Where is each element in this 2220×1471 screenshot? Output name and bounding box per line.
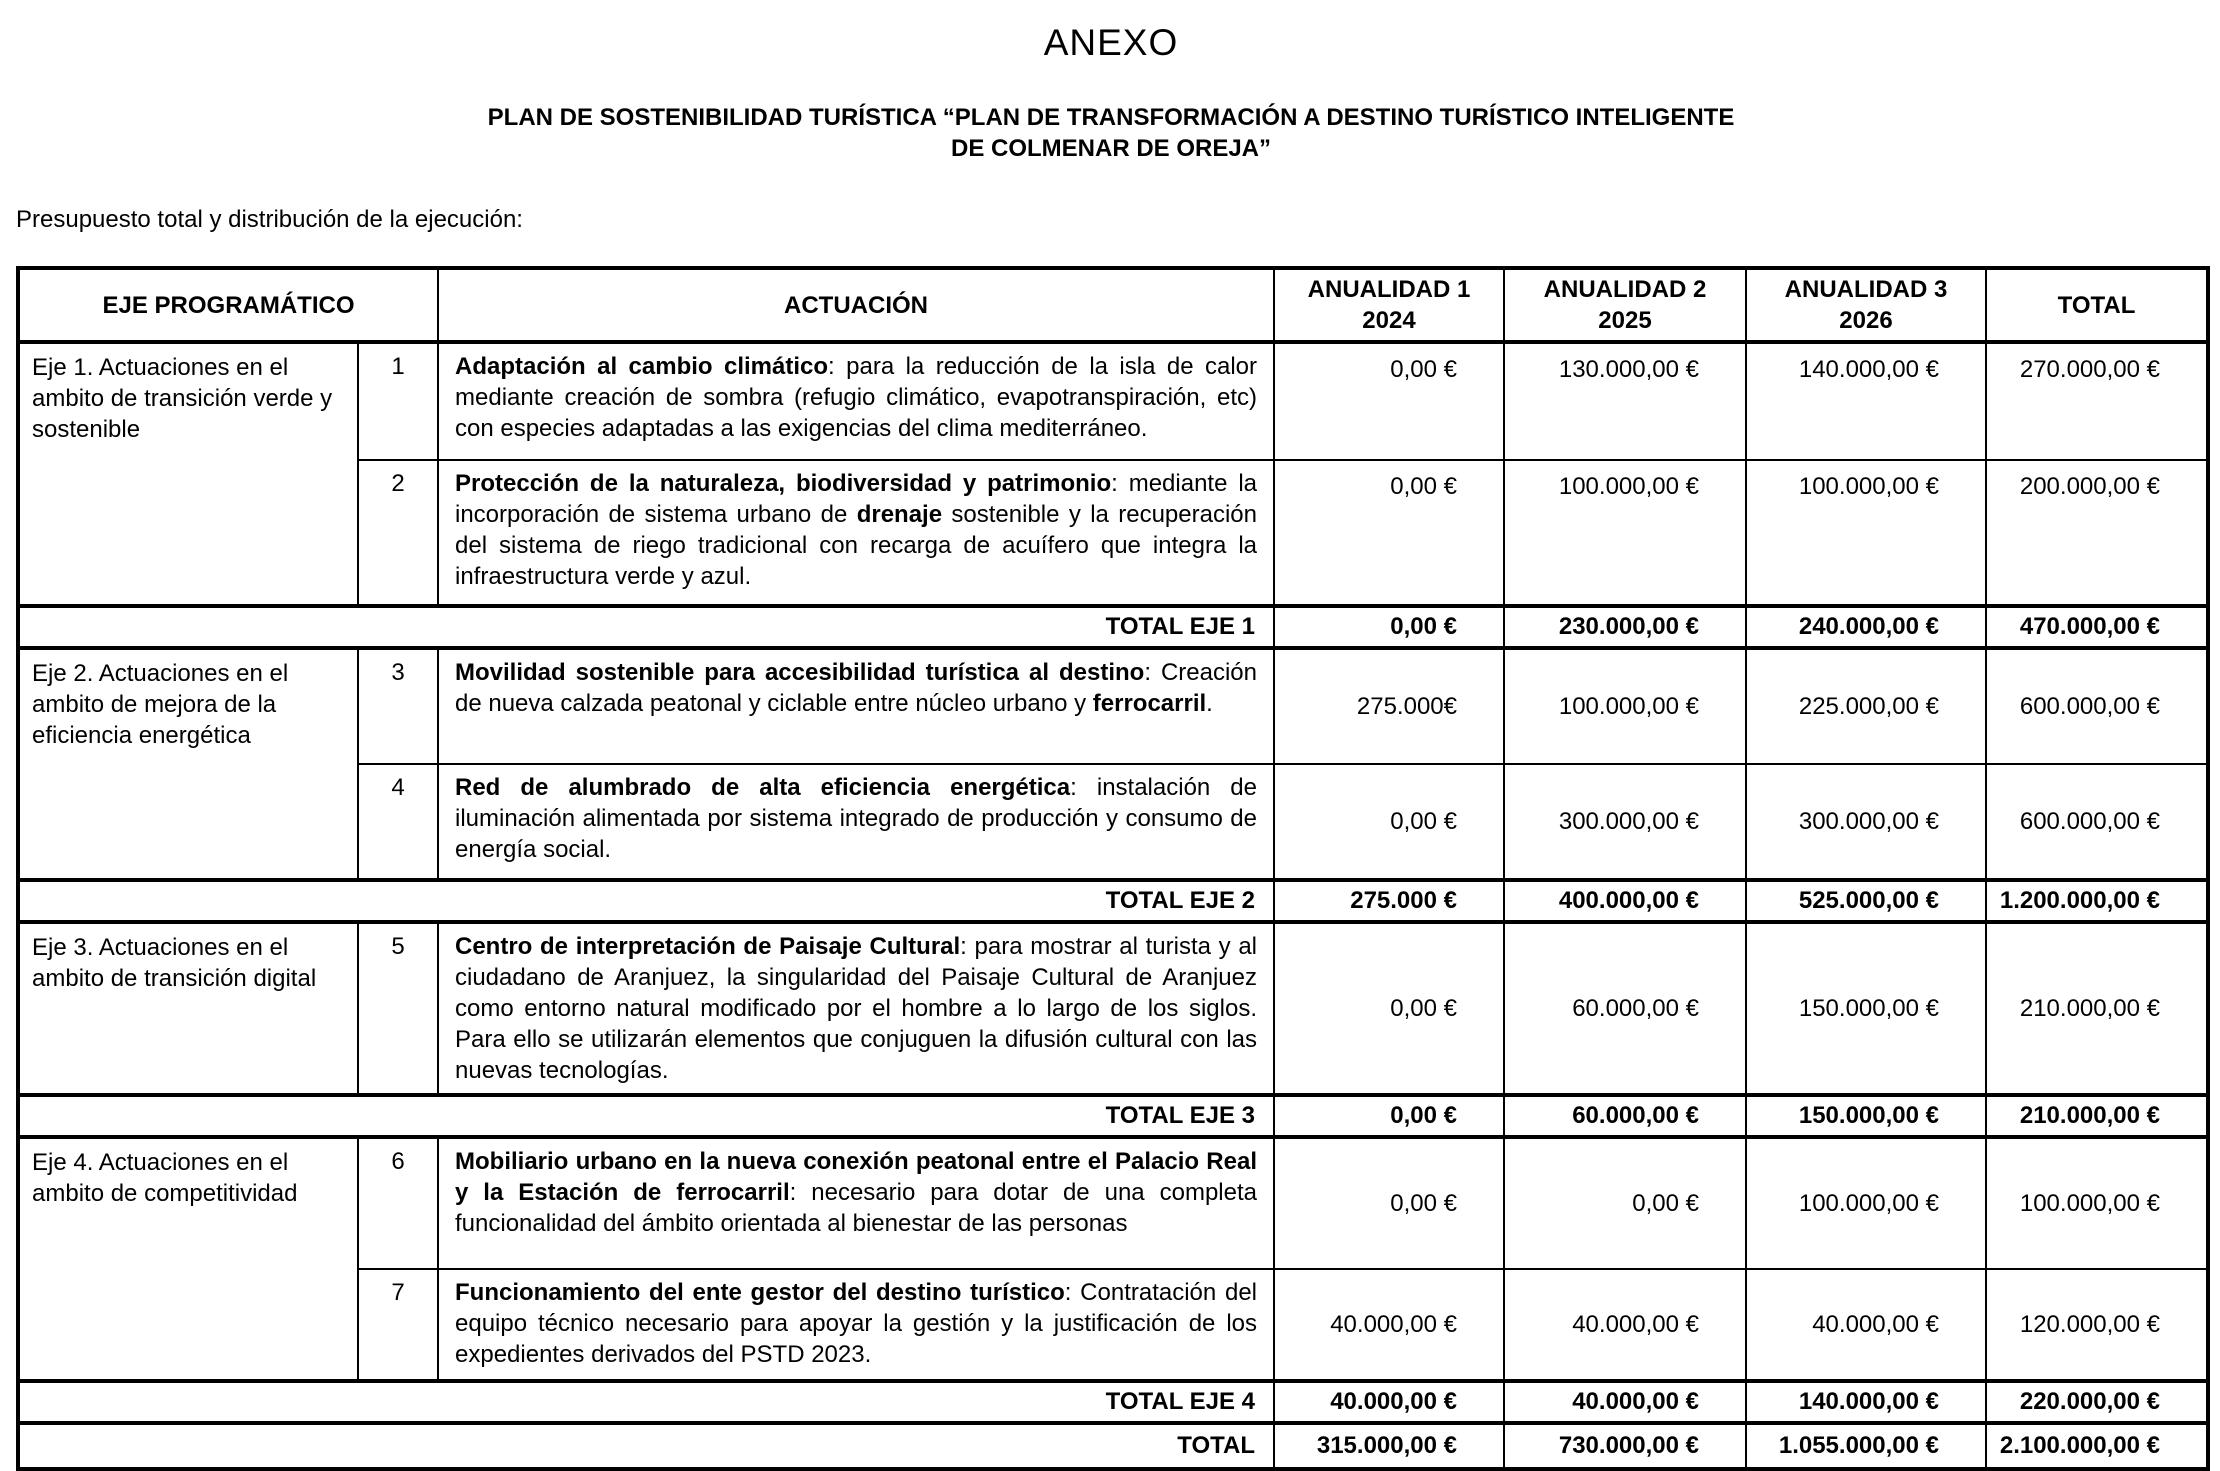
actuacion-row bbox=[18, 342, 2208, 460]
header-anualidad-1-line2: 2024 bbox=[1362, 307, 1416, 334]
actuacion-number: 3 bbox=[358, 648, 438, 764]
subtitle-line-1: PLAN DE SOSTENIBILIDAD TURÍSTICA “PLAN DE TRANSFORMACIÓN A DESTINO TURÍSTICO INTELIGENTE bbox=[487, 104, 1735, 131]
total-label: TOTAL EJE 2 bbox=[18, 880, 1274, 922]
actuacion-row bbox=[18, 648, 2208, 764]
subtitle-line-2: DE COLMENAR DE OREJA” bbox=[950, 135, 1272, 162]
actuacion-desc: Funcionamiento del ente gestor del destino turístico: Contratación del equipo técnico necesario para apoyar la gestión y la justificación de los expedientes derivados del PSTD 2023. bbox=[438, 1269, 1274, 1381]
value-cell: 730.000,00 € bbox=[1504, 1423, 1746, 1469]
value-cell: 400.000,00 € bbox=[1504, 880, 1746, 922]
table-body bbox=[18, 342, 2208, 1469]
intro-text: Presupuesto total y distribución de la ejecución: bbox=[16, 206, 523, 233]
actuacion-number: 2 bbox=[358, 460, 438, 606]
actuacion-number: 7 bbox=[358, 1269, 438, 1381]
value-cell: 0,00 € bbox=[1274, 1137, 1504, 1269]
value-cell: 200.000,00 € bbox=[1986, 460, 2208, 606]
value-cell: 60.000,00 € bbox=[1504, 1095, 1746, 1137]
value-cell: 140.000,00 € bbox=[1746, 342, 1986, 460]
actuacion-desc: Protección de la naturaleza, biodiversidad y patrimonio: mediante la incorporación de sistema urbano de drenaje sostenible y la recuperación del sistema de riego tradicional con recarga de acuífero que integra la infraestructura verde y azul. bbox=[438, 460, 1274, 606]
value-cell: 40.000,00 € bbox=[1504, 1381, 1746, 1423]
actuacion-number: 6 bbox=[358, 1137, 438, 1269]
document-subtitle bbox=[16, 102, 2206, 164]
value-cell: 300.000,00 € bbox=[1746, 764, 1986, 880]
value-cell: 0,00 € bbox=[1274, 342, 1504, 460]
header-anualidad-3-line2: 2026 bbox=[1839, 307, 1893, 334]
total-row bbox=[18, 880, 2208, 922]
header-anualidad-1 bbox=[1274, 268, 1504, 342]
value-cell: 100.000,00 € bbox=[1504, 648, 1746, 764]
value-cell: 220.000,00 € bbox=[1986, 1381, 2208, 1423]
value-cell: 600.000,00 € bbox=[1986, 764, 2208, 880]
value-cell: 270.000,00 € bbox=[1986, 342, 2208, 460]
value-cell: 140.000,00 € bbox=[1746, 1381, 1986, 1423]
value-cell: 100.000,00 € bbox=[1504, 460, 1746, 606]
value-cell: 300.000,00 € bbox=[1504, 764, 1746, 880]
total-row bbox=[18, 1423, 2208, 1469]
value-cell: 470.000,00 € bbox=[1986, 606, 2208, 648]
table-header bbox=[18, 268, 2208, 342]
value-cell: 275.000 € bbox=[1274, 880, 1504, 922]
header-anualidad-2-line2: 2025 bbox=[1598, 307, 1652, 334]
value-cell: 0,00 € bbox=[1504, 1137, 1746, 1269]
eje-cell: Eje 1. Actuaciones en el ambito de transición verde y sostenible bbox=[18, 342, 358, 606]
value-cell: 0,00 € bbox=[1274, 764, 1504, 880]
total-label: TOTAL EJE 1 bbox=[18, 606, 1274, 648]
value-cell: 40.000,00 € bbox=[1504, 1269, 1746, 1381]
actuacion-row bbox=[18, 922, 2208, 1095]
total-label: TOTAL EJE 3 bbox=[18, 1095, 1274, 1137]
value-cell: 120.000,00 € bbox=[1986, 1269, 2208, 1381]
eje-cell: Eje 4. Actuaciones en el ambito de competitividad bbox=[18, 1137, 358, 1381]
value-cell: 150.000,00 € bbox=[1746, 922, 1986, 1095]
header-actuacion: ACTUACIÓN bbox=[438, 268, 1274, 342]
actuacion-desc: Mobiliario urbano en la nueva conexión peatonal entre el Palacio Real y la Estación de ferrocarril: necesario para dotar de una completa funcionalidad del ámbito orientada al bienestar de las personas bbox=[438, 1137, 1274, 1269]
value-cell: 2.100.000,00 € bbox=[1986, 1423, 2208, 1469]
value-cell: 100.000,00 € bbox=[1746, 460, 1986, 606]
value-cell: 100.000,00 € bbox=[1986, 1137, 2208, 1269]
value-cell: 100.000,00 € bbox=[1746, 1137, 1986, 1269]
eje-cell: Eje 2. Actuaciones en el ambito de mejora de la eficiencia energética bbox=[18, 648, 358, 880]
actuacion-number: 4 bbox=[358, 764, 438, 880]
actuacion-desc: Adaptación al cambio climático: para la reducción de la isla de calor mediante creación de sombra (refugio climático, evapotranspiración, etc) con especies adaptadas a las exigencias del clima mediterráneo. bbox=[438, 342, 1274, 460]
value-cell: 40.000,00 € bbox=[1274, 1381, 1504, 1423]
header-anualidad-2 bbox=[1504, 268, 1746, 342]
value-cell: 210.000,00 € bbox=[1986, 1095, 2208, 1137]
value-cell: 0,00 € bbox=[1274, 1095, 1504, 1137]
value-cell: 525.000,00 € bbox=[1746, 880, 1986, 922]
value-cell: 40.000,00 € bbox=[1746, 1269, 1986, 1381]
value-cell: 1.055.000,00 € bbox=[1746, 1423, 1986, 1469]
total-row bbox=[18, 1381, 2208, 1423]
value-cell: 0,00 € bbox=[1274, 922, 1504, 1095]
actuacion-number: 5 bbox=[358, 922, 438, 1095]
value-cell: 150.000,00 € bbox=[1746, 1095, 1986, 1137]
actuacion-desc: Red de alumbrado de alta eficiencia energética: instalación de iluminación alimentada por sistema integrado de producción y consumo de energía social. bbox=[438, 764, 1274, 880]
total-label: TOTAL EJE 4 bbox=[18, 1381, 1274, 1423]
total-row bbox=[18, 1095, 2208, 1137]
value-cell: 275.000€ bbox=[1274, 648, 1504, 764]
value-cell: 130.000,00 € bbox=[1504, 342, 1746, 460]
value-cell: 0,00 € bbox=[1274, 606, 1504, 648]
value-cell: 40.000,00 € bbox=[1274, 1269, 1504, 1381]
header-anualidad-1-line1: ANUALIDAD 1 bbox=[1307, 276, 1471, 303]
header-anualidad-2-line1: ANUALIDAD 2 bbox=[1543, 276, 1707, 303]
header-eje-programatico: EJE PROGRAMÁTICO bbox=[18, 268, 438, 342]
value-cell: 315.000,00 € bbox=[1274, 1423, 1504, 1469]
header-anualidad-3-line1: ANUALIDAD 3 bbox=[1784, 276, 1948, 303]
header-row bbox=[18, 268, 2208, 342]
page-title: ANEXO bbox=[1043, 22, 1179, 63]
value-cell: 230.000,00 € bbox=[1504, 606, 1746, 648]
budget-table bbox=[16, 266, 2210, 1471]
actuacion-desc: Movilidad sostenible para accesibilidad turística al destino: Creación de nueva calzada peatonal y ciclable entre núcleo urbano y ferrocarril. bbox=[438, 648, 1274, 764]
header-anualidad-3 bbox=[1746, 268, 1986, 342]
value-cell: 600.000,00 € bbox=[1986, 648, 2208, 764]
total-row bbox=[18, 606, 2208, 648]
total-label: TOTAL bbox=[18, 1423, 1274, 1469]
eje-cell: Eje 3. Actuaciones en el ambito de transición digital bbox=[18, 922, 358, 1095]
actuacion-row bbox=[18, 1137, 2208, 1269]
value-cell: 0,00 € bbox=[1274, 460, 1504, 606]
actuacion-desc: Centro de interpretación de Paisaje Cultural: para mostrar al turista y al ciudadano de Aranjuez, la singularidad del Paisaje Cultural de Aranjuez como entorno natural modificado por el hombre a lo largo de los siglos. Para ello se utilizarán elementos que conjuguen la difusión cultural con las nuevas tecnologías. bbox=[438, 922, 1274, 1095]
value-cell: 240.000,00 € bbox=[1746, 606, 1986, 648]
actuacion-number: 1 bbox=[358, 342, 438, 460]
value-cell: 210.000,00 € bbox=[1986, 922, 2208, 1095]
value-cell: 225.000,00 € bbox=[1746, 648, 1986, 764]
value-cell: 1.200.000,00 € bbox=[1986, 880, 2208, 922]
header-total: TOTAL bbox=[1986, 268, 2208, 342]
value-cell: 60.000,00 € bbox=[1504, 922, 1746, 1095]
